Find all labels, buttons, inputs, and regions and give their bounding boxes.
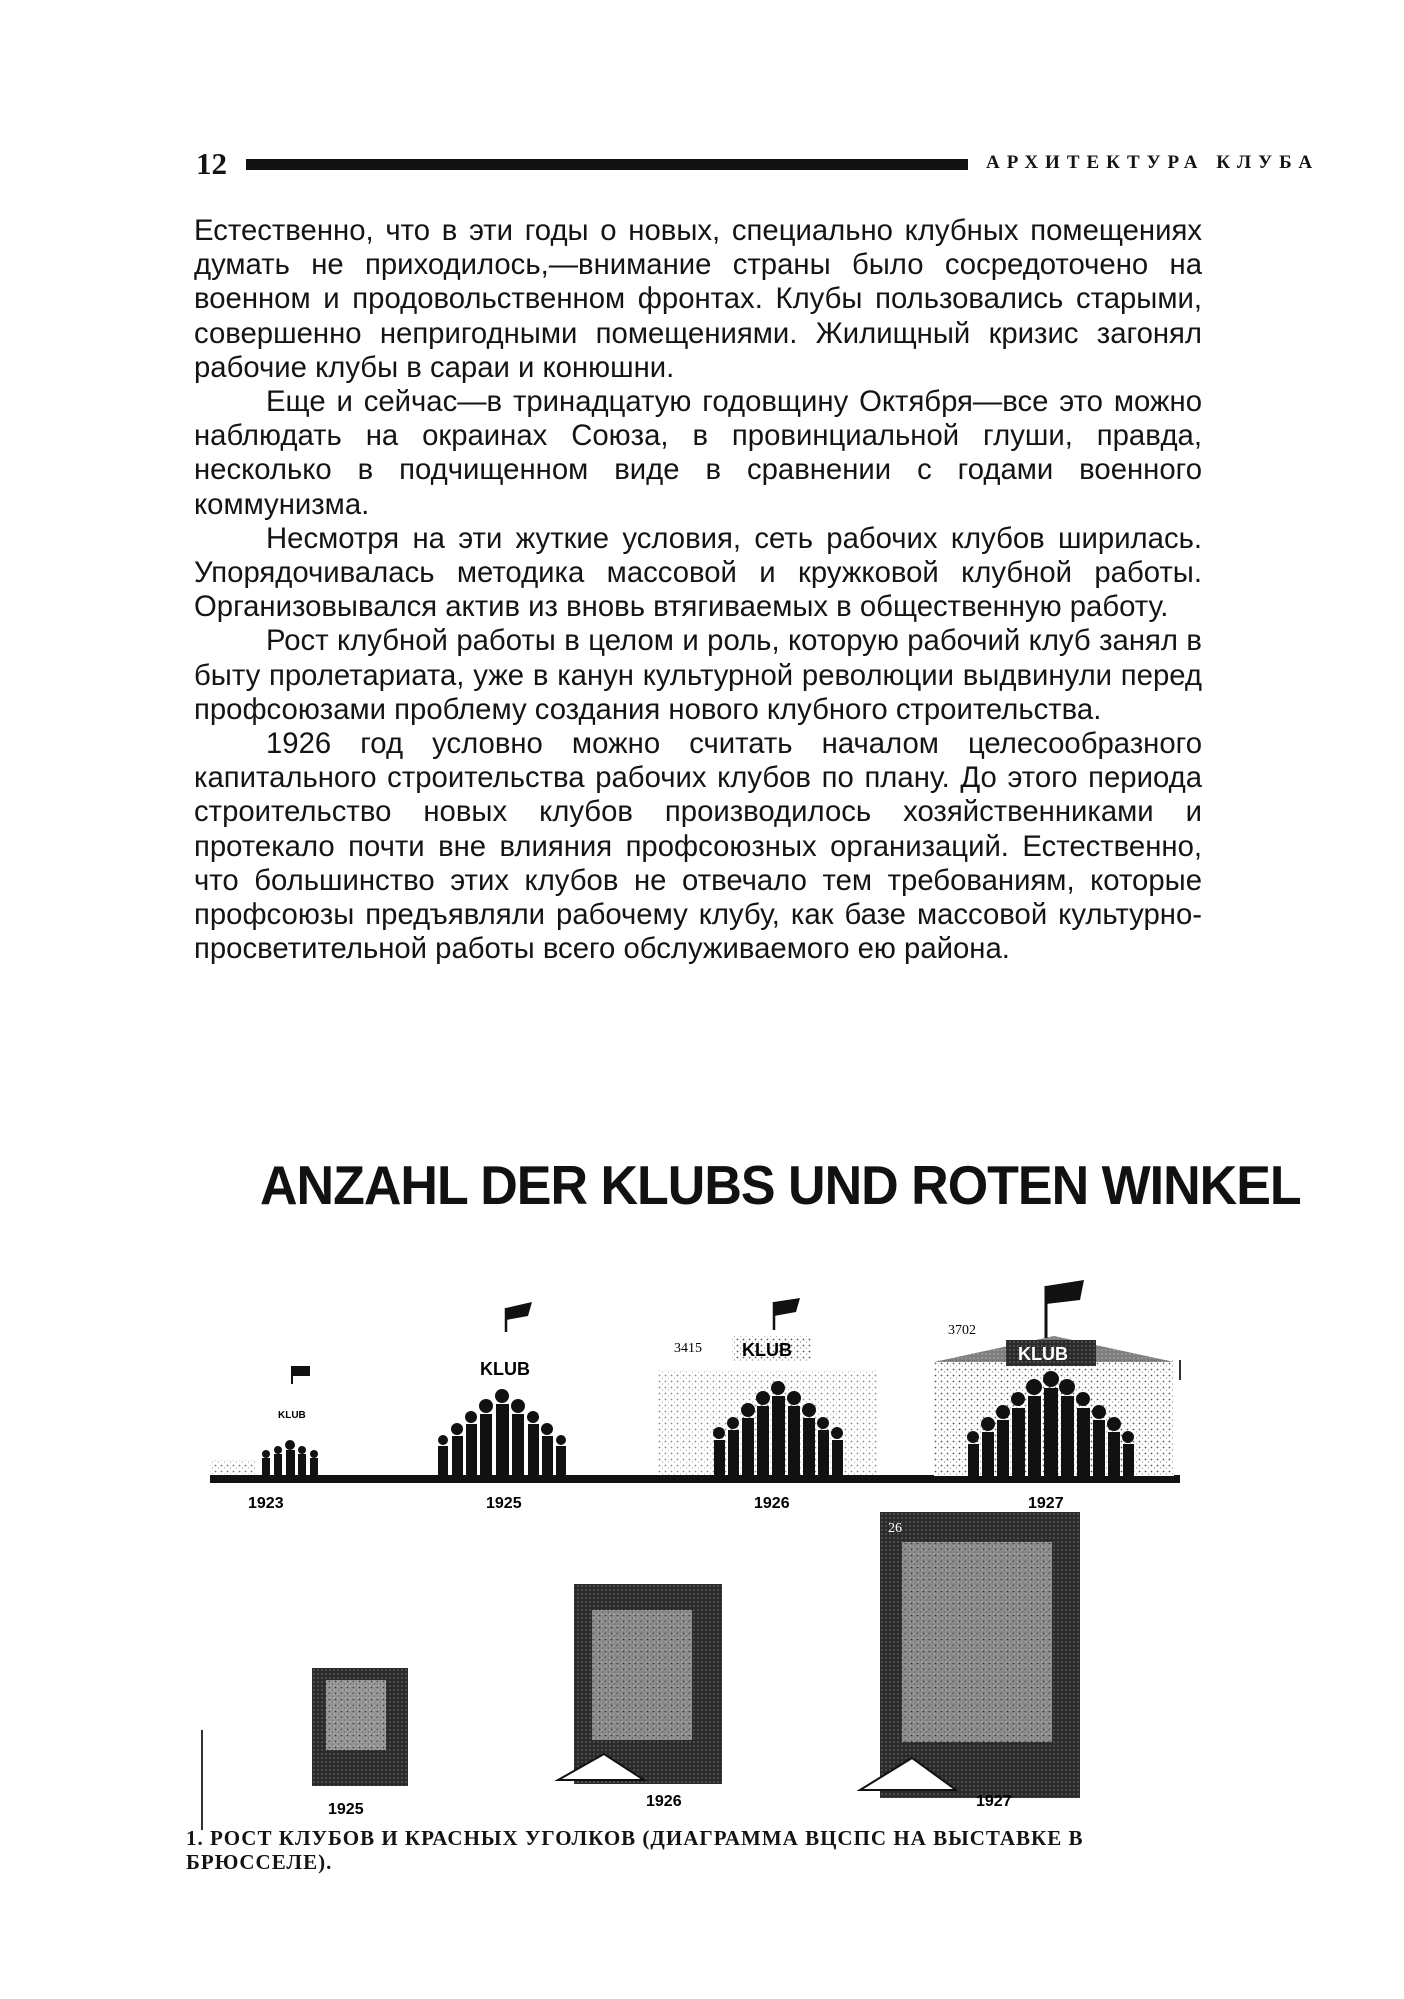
- year-label: 1926: [646, 1793, 682, 1810]
- red-corner-1926: [558, 1584, 722, 1810]
- running-title: АРХИТЕКТУРА КЛУБА: [986, 152, 1320, 173]
- year-label: 1927: [976, 1793, 1012, 1810]
- crowd-icon: [438, 1389, 566, 1476]
- paragraph-2: Еще и сейчас—в тринадцатую годовщину Октября—все это можно наблюдать на окраинах Союза, в провинциальной глуши, правда, несколько в подчищенном виде в сравнении с годами военного коммунизма.: [194, 385, 1202, 521]
- club-sign: KLUB: [742, 1340, 792, 1360]
- page-number: 12: [196, 146, 227, 181]
- crowd-icon: [262, 1440, 318, 1476]
- year-label: 1923: [248, 1495, 284, 1512]
- corner-count: 26: [888, 1521, 902, 1536]
- timeline-baseline: [210, 1475, 1180, 1483]
- paragraph-1: Естественно, что в эти годы о новых, специально клубных помещениях думать не приходилось,—внимание страны было сосредоточено на военном и продовольственном фронтах. Клубы пользовались старыми, совершенно непригодными помещениями. Жилищный кризис загонял рабочие клубы в сараи и конюшни.: [194, 214, 1202, 384]
- club-sign: KLUB: [278, 1410, 306, 1421]
- year-label: 1927: [1028, 1495, 1064, 1512]
- year-label: 1926: [754, 1495, 790, 1512]
- header-rule: [246, 159, 968, 170]
- diagram-illustration: [196, 1140, 1301, 1830]
- flag-icon: [774, 1298, 800, 1330]
- flag-icon: [292, 1366, 310, 1384]
- flag-icon: [1046, 1280, 1084, 1338]
- club-count: 3702: [948, 1323, 976, 1338]
- paragraph-5: 1926 год условно можно считать началом целесообразного капитального строительства рабочих клубов по плану. До этого периода строительство новых клубов производилось хозяйственниками и протекало почти вне влияния профсоюзных организаций. Естественно, что большинство этих клубов не отвечало тем требованиям, которые профсоюзы предъявляли рабочему клубу, как базе массовой культурно-просветительной работы всего обслуживаемого ею района.: [194, 727, 1202, 966]
- club-count: 3415: [674, 1341, 702, 1356]
- club-sign: KLUB: [480, 1359, 530, 1379]
- paragraph-3: Несмотря на эти жуткие условия, сеть рабочих клубов ширилась. Упорядочивалась методика массовой и кружковой клубной работы. Организовывался актив из вновь втягиваемых в общественную работу.: [194, 521, 1202, 624]
- year-label: 1925: [486, 1495, 522, 1512]
- red-corner-1927: [860, 1512, 1080, 1810]
- body-text: [194, 214, 1202, 966]
- club-1923: [210, 1366, 318, 1512]
- figure-caption: 1. РОСТ КЛУБОВ И КРАСНЫХ УГОЛКОВ (ДИАГРАММА ВЦСПС НА ВЫСТАВКЕ В БРЮССЕЛЕ).: [186, 1826, 1084, 1874]
- paragraph-4: Рост клубной работы в целом и роль, которую рабочий клуб занял в быту пролетариата, уже в канун культурной революции выдвинули перед профсоюзами проблему создания нового клубного строительства.: [194, 624, 1202, 726]
- diagram-figure: [196, 1140, 1301, 1860]
- year-label: 1925: [328, 1801, 364, 1818]
- red-corner-1925: [312, 1668, 408, 1818]
- running-header: [196, 146, 1320, 181]
- club-sign: KLUB: [1018, 1344, 1068, 1364]
- flag-icon: [506, 1302, 532, 1332]
- figure-title: ANZAHL DER KLUBS UND ROTEN WINKEL: [260, 1155, 1301, 1217]
